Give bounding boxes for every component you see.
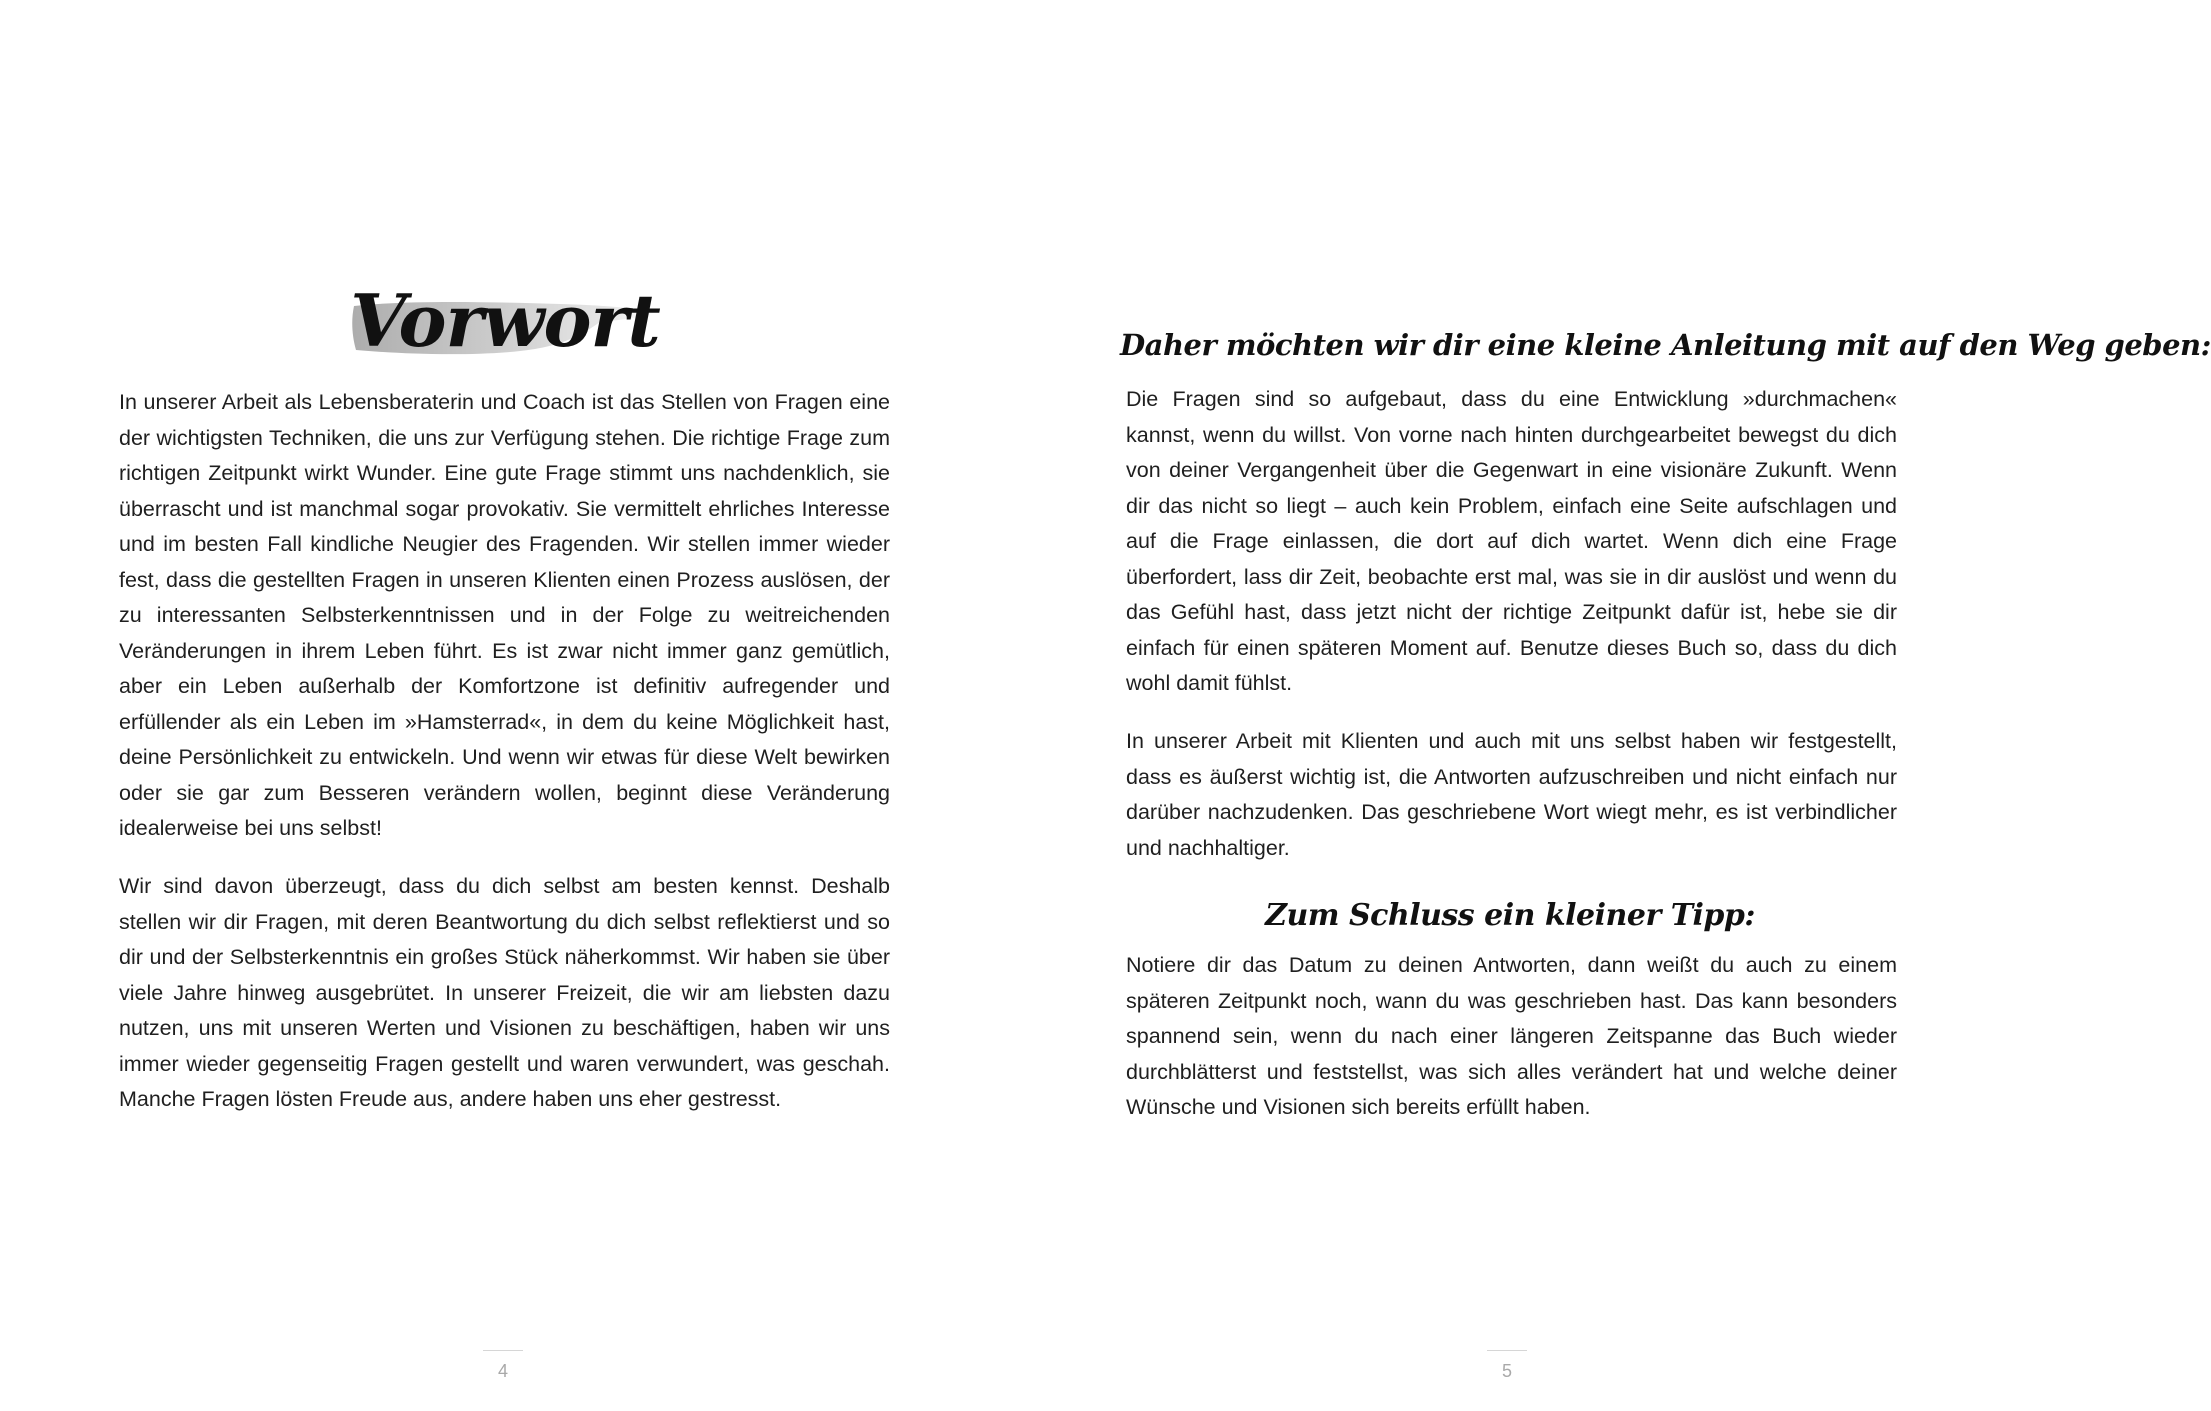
right-page <box>1000 0 2211 1411</box>
title-block <box>350 268 660 373</box>
vorwort-paragraph-2: Wir sind davon überzeugt, dass du dich selbst am besten kennst. Deshalb stellen wir dir Fragen, mit deren Beantwortung du dich selbst reflektierst und so dir und der Selbsterkenntnis ein großes Stück näherkommst. Wir haben sie über viele Jahre hinweg ausgebrütet. In unserer Freizeit, die wir am liebsten dazu nutzen, uns mit unseren Werten und Visionen zu beschäftigen, haben wir uns immer wieder gegenseitig Fragen gestellt und waren verwundert, was geschah. Manche Fragen lösten Freude aus, andere haben uns eher gestresst. <box>119 874 890 1111</box>
folio-rule-left <box>483 1350 523 1351</box>
folio-rule-right <box>1487 1350 1527 1351</box>
heading-anleitung: Daher möchten wir dir eine kleine Anleitung mit auf den Weg geben: <box>1120 328 2211 362</box>
tipp-paragraph: Notiere dir das Datum zu deinen Antworten, dann weißt du auch zu einem späteren Zeitpunkt noch, wann du was geschrieben hast. Das kann besonders spannend sein, wenn du nach einer längeren Zeitspanne das Buch wieder durchblätterst und feststellst, was sich alles verändert hat und welche deiner Wünsche und Visionen sich bereits erfüllt haben. <box>1126 953 1897 1119</box>
page-number-left: 4 <box>497 1361 508 1381</box>
vorwort-paragraph-1: In unserer Arbeit als Lebensberaterin und Coach ist das Stellen von Fragen eine der wichtigsten Techniken, die uns zur Verfügung stehen. Die richtige Frage zum richtigen Zeitpunkt wirkt Wunder. Eine gute Frage stimmt uns nachdenklich, sie überrascht und ist manchmal sogar provokativ. Sie vermittelt ehrliches Interesse und im besten Fall kindliche Neugier des Fragenden. Wir stellen immer wieder fest, dass die gestellten Fragen in unseren Klienten einen Prozess auslösen, der zu interessanten Selbsterkenntnissen und in der Folge zu weitreichenden Veränderungen in ihrem Leben führt. Es ist zwar nicht immer ganz gemütlich, aber ein Leben außerhalb der Komfortzone ist definitiv aufregender und erfüllender als ein Leben im »Hamsterrad«, in dem du keine Möglichkeit hast, deine Persönlichkeit zu entwickeln. Und wenn wir etwas für diese Welt bewirken oder sie gar zum Besseren verändern wollen, beginnt diese Veränderung idealerweise bei uns selbst! <box>119 390 890 840</box>
anleitung-paragraph-1: Die Fragen sind so aufgebaut, dass du eine Entwicklung »durchmachen« kannst, wenn du willst. Von vorne nach hinten durchgearbeitet bewegst du dich von deiner Vergangenheit über die Gegenwart in eine visionäre Zukunft. Wenn dir das nicht so liegt – auch kein Problem, einfach eine Seite aufschlagen und auf die Frage einlassen, die dort auf dich wartet. Wenn dich eine Frage überfordert, lass dir Zeit, beobachte erst mal, was sie in dir auslöst und wenn du das Gefühl hast, dass jetzt nicht der richtige Zeitpunkt dafür ist, hebe sie dir einfach für einen späteren Moment auf. Benutze dieses Buch so, dass du dich wohl damit fühlst. <box>1126 387 1897 695</box>
heading-tipp: Zum Schluss ein kleiner Tipp: <box>1265 898 1755 933</box>
page-number-right: 5 <box>1501 1361 1512 1381</box>
anleitung-paragraph-2: In unserer Arbeit mit Klienten und auch mit uns selbst haben wir festgestellt, dass es äußerst wichtig ist, die Antworten aufzuschreiben und nicht einfach nur darüber nachzudenken. Das geschriebene Wort wiegt mehr, es ist verbindlicher und nachhaltiger. <box>1126 729 1897 860</box>
page-title: Vorwort <box>350 278 660 363</box>
